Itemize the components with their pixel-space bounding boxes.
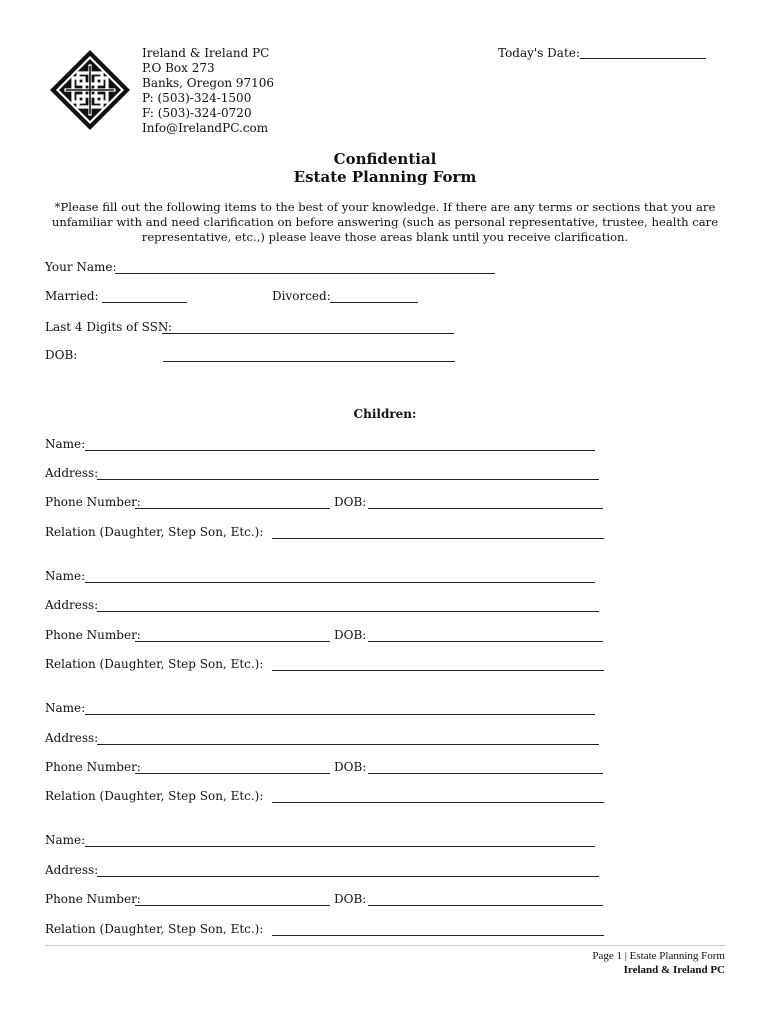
- title-confidential: Confidential: [333, 150, 437, 168]
- child-name-field[interactable]: [85, 582, 595, 583]
- child-name-label: Name:: [45, 437, 86, 451]
- child-dob-field[interactable]: [368, 773, 603, 774]
- child-phone-label: Phone Number:: [45, 495, 141, 509]
- child-phone-field[interactable]: [135, 508, 330, 509]
- child-dob-label: DOB:: [334, 892, 367, 906]
- child-name-label: Name:: [45, 569, 86, 583]
- celtic-knot-logo-icon: [48, 48, 132, 132]
- child-dob-field[interactable]: [368, 905, 603, 906]
- child-dob-field[interactable]: [368, 508, 603, 509]
- child-relation-field[interactable]: [272, 538, 604, 539]
- child-dob-field[interactable]: [368, 641, 603, 642]
- ssn-field[interactable]: [162, 333, 454, 334]
- firm-logo: [48, 48, 132, 132]
- child-phone-field[interactable]: [135, 773, 330, 774]
- child-relation-label: Relation (Daughter, Step Son, Etc.):: [45, 657, 264, 671]
- child-dob-label: DOB:: [334, 628, 367, 642]
- instructions-text: *Please fill out the following items to the best of your knowledge. If there are any terms or sections that you are unfamiliar with and need clarification on before answering (such as personal representative, trustee, health care representative, etc.,) please leave those areas blank until you receive clarification.: [51, 200, 719, 244]
- firm-city: Banks, Oregon 97106: [142, 76, 275, 90]
- child-phone-field[interactable]: [135, 905, 330, 906]
- child-name-field[interactable]: [85, 450, 595, 451]
- child-name-label: Name:: [45, 833, 86, 847]
- todays-date-label: Today's Date:: [498, 46, 580, 60]
- your-name-label: Your Name:: [45, 260, 117, 274]
- child-address-label: Address:: [45, 863, 99, 877]
- footer-divider: [45, 945, 725, 946]
- child-relation-label: Relation (Daughter, Step Son, Etc.):: [45, 525, 264, 539]
- child-address-label: Address:: [45, 466, 99, 480]
- child-address-field[interactable]: [97, 744, 599, 745]
- child-relation-field[interactable]: [272, 935, 604, 936]
- child-name-label: Name:: [45, 701, 86, 715]
- dob-label: DOB:: [45, 348, 78, 362]
- footer-page-label: Page 1 | Estate Planning Form: [592, 950, 725, 962]
- child-relation-label: Relation (Daughter, Step Son, Etc.):: [45, 789, 264, 803]
- firm-name: Ireland & Ireland PC: [142, 46, 270, 60]
- firm-po-box: P.O Box 273: [142, 61, 215, 75]
- children-heading: Children:: [353, 407, 417, 421]
- child-relation-field[interactable]: [272, 670, 604, 671]
- child-phone-label: Phone Number:: [45, 760, 141, 774]
- child-phone-field[interactable]: [135, 641, 330, 642]
- child-relation-field[interactable]: [272, 802, 604, 803]
- child-dob-label: DOB:: [334, 495, 367, 509]
- ssn-label: Last 4 Digits of SSN:: [45, 320, 172, 334]
- child-phone-label: Phone Number:: [45, 892, 141, 906]
- child-dob-label: DOB:: [334, 760, 367, 774]
- child-address-field[interactable]: [97, 876, 599, 877]
- married-field[interactable]: [102, 302, 187, 303]
- title-form-name: Estate Planning Form: [293, 168, 477, 186]
- child-name-field[interactable]: [85, 714, 595, 715]
- your-name-field[interactable]: [115, 273, 495, 274]
- child-phone-label: Phone Number:: [45, 628, 141, 642]
- divorced-field[interactable]: [330, 302, 418, 303]
- child-address-label: Address:: [45, 731, 99, 745]
- firm-email: Info@IrelandPC.com: [142, 121, 269, 135]
- child-address-field[interactable]: [97, 479, 599, 480]
- child-address-field[interactable]: [97, 611, 599, 612]
- firm-phone: P: (503)-324-1500: [142, 91, 252, 105]
- child-name-field[interactable]: [85, 846, 595, 847]
- married-label: Married:: [45, 289, 99, 303]
- divorced-label: Divorced:: [272, 289, 331, 303]
- todays-date-field[interactable]: [580, 58, 706, 59]
- firm-fax: F: (503)-324-0720: [142, 106, 252, 120]
- child-relation-label: Relation (Daughter, Step Son, Etc.):: [45, 922, 264, 936]
- child-address-label: Address:: [45, 598, 99, 612]
- footer-firm: Ireland & Ireland PC: [623, 964, 725, 976]
- dob-field[interactable]: [163, 361, 455, 362]
